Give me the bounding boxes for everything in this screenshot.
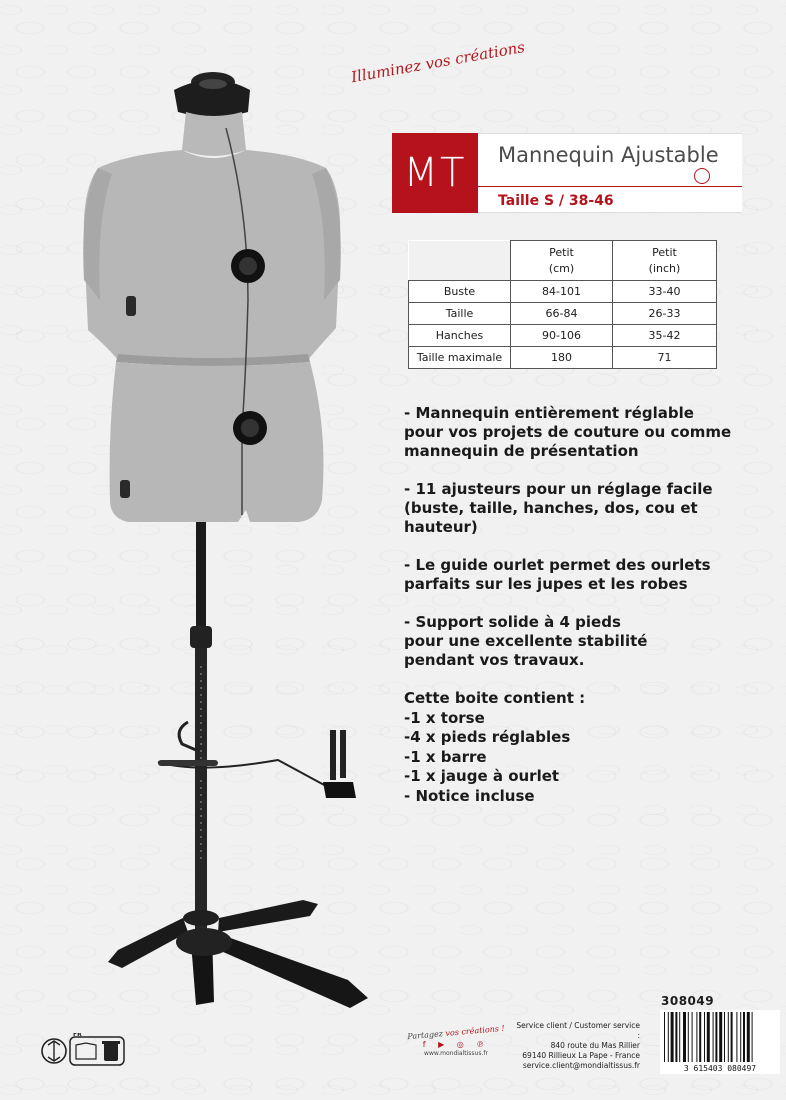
table-header-row: [409, 241, 717, 281]
feature-line: parfaits sur les jupes et les robes: [404, 575, 688, 593]
row-label: Hanches: [409, 325, 511, 347]
box-item: -1 x jauge à ourlet: [404, 767, 560, 785]
feature-list: [404, 404, 764, 806]
header-circle-decoration: [694, 168, 710, 184]
facebook-icon[interactable]: f: [422, 1040, 431, 1049]
header-inch-line2: (inch): [648, 261, 681, 275]
row-inch: 26-33: [613, 303, 717, 325]
feature-line: pour vos projets de couture ou comme: [404, 423, 732, 441]
customer-service: [512, 1021, 640, 1071]
row-label: Taille: [409, 303, 511, 325]
row-label: Taille maximale: [409, 347, 511, 369]
feature-line: mannequin de présentation: [404, 442, 639, 460]
row-cm: 84-101: [511, 281, 613, 303]
share-block: [404, 1023, 508, 1057]
box-item: -4 x pieds réglables: [404, 728, 571, 746]
header-cm-line1: Petit: [549, 245, 574, 259]
brand-logo: [392, 133, 478, 213]
service-line: Service client / Customer service :: [516, 1021, 640, 1040]
barcode-number: 3 615403 080497: [683, 1064, 757, 1073]
service-email[interactable]: service.client@mondialtissus.fr: [522, 1061, 640, 1070]
bin-icon: [102, 1041, 120, 1061]
barcode: [660, 1010, 780, 1074]
box-recycle-icon: [76, 1043, 96, 1059]
row-label: Buste: [409, 281, 511, 303]
product-title: Mannequin Ajustable: [498, 143, 719, 167]
feature-paragraph: [404, 556, 764, 594]
instagram-icon[interactable]: ◎: [456, 1040, 469, 1049]
table-row: [409, 325, 717, 347]
feature-line: - Support solide à 4 pieds: [404, 613, 621, 631]
header-cell-inch: [613, 241, 717, 281]
product-code: 308049: [661, 994, 715, 1008]
feature-line: (buste, taille, hanches, dos, cou et hauteur): [404, 499, 698, 536]
feature-paragraph: [404, 404, 764, 461]
website-link[interactable]: www.mondialtissus.fr: [424, 1050, 488, 1057]
row-inch: 33-40: [613, 281, 717, 303]
box-contents-title: Cette boite contient :: [404, 689, 586, 707]
table-corner-cell: [409, 241, 511, 281]
share-highlight: vos créations !: [445, 1023, 506, 1038]
feature-line: pour une excellente stabilité: [404, 632, 648, 650]
feature-line: pendant vos travaux.: [404, 651, 585, 669]
tagline: Illuminez vos créations: [349, 37, 527, 87]
triman-icon: [42, 1039, 66, 1063]
feature-paragraph: [404, 480, 764, 537]
row-inch: 71: [613, 347, 717, 369]
logo-text: MT: [403, 150, 467, 196]
header-cm-line2: (cm): [548, 261, 575, 275]
feature-line: - Le guide ourlet permet des ourlets: [404, 556, 711, 574]
box-item: - Notice incluse: [404, 786, 535, 805]
table-row: [409, 347, 717, 369]
size-table: [408, 240, 717, 369]
youtube-icon[interactable]: ▶: [438, 1040, 450, 1049]
share-prefix: Partagez: [406, 1029, 444, 1042]
row-cm: 90-106: [511, 325, 613, 347]
feature-line: - 11 ajusteurs pour un réglage facile: [404, 480, 713, 498]
header-divider: [478, 186, 742, 187]
header-cell-cm: [511, 241, 613, 281]
recycling-icons: [40, 1033, 130, 1069]
feature-paragraph: [404, 613, 764, 670]
header-inch-line1: Petit: [652, 245, 677, 259]
share-title: [404, 1023, 508, 1041]
row-cm: 66-84: [511, 303, 613, 325]
table-row: [409, 281, 717, 303]
box-item: -1 x barre: [404, 747, 487, 766]
product-size: Taille S / 38-46: [498, 193, 614, 209]
pinterest-icon[interactable]: ℗: [476, 1040, 490, 1049]
feature-line: - Mannequin entièrement réglable: [404, 404, 694, 422]
row-cm: 180: [511, 347, 613, 369]
service-line: 840 route du Mas Rillier: [550, 1041, 640, 1050]
table-row: [409, 303, 717, 325]
social-icons: [404, 1040, 508, 1049]
recycle-label: FR: [73, 1033, 82, 1038]
box-contents: [404, 689, 764, 806]
box-item: -1 x torse: [404, 708, 485, 727]
mannequin-image: [78, 70, 408, 1030]
row-inch: 35-42: [613, 325, 717, 347]
service-line: 69140 Rillieux La Pape - France: [522, 1051, 640, 1060]
